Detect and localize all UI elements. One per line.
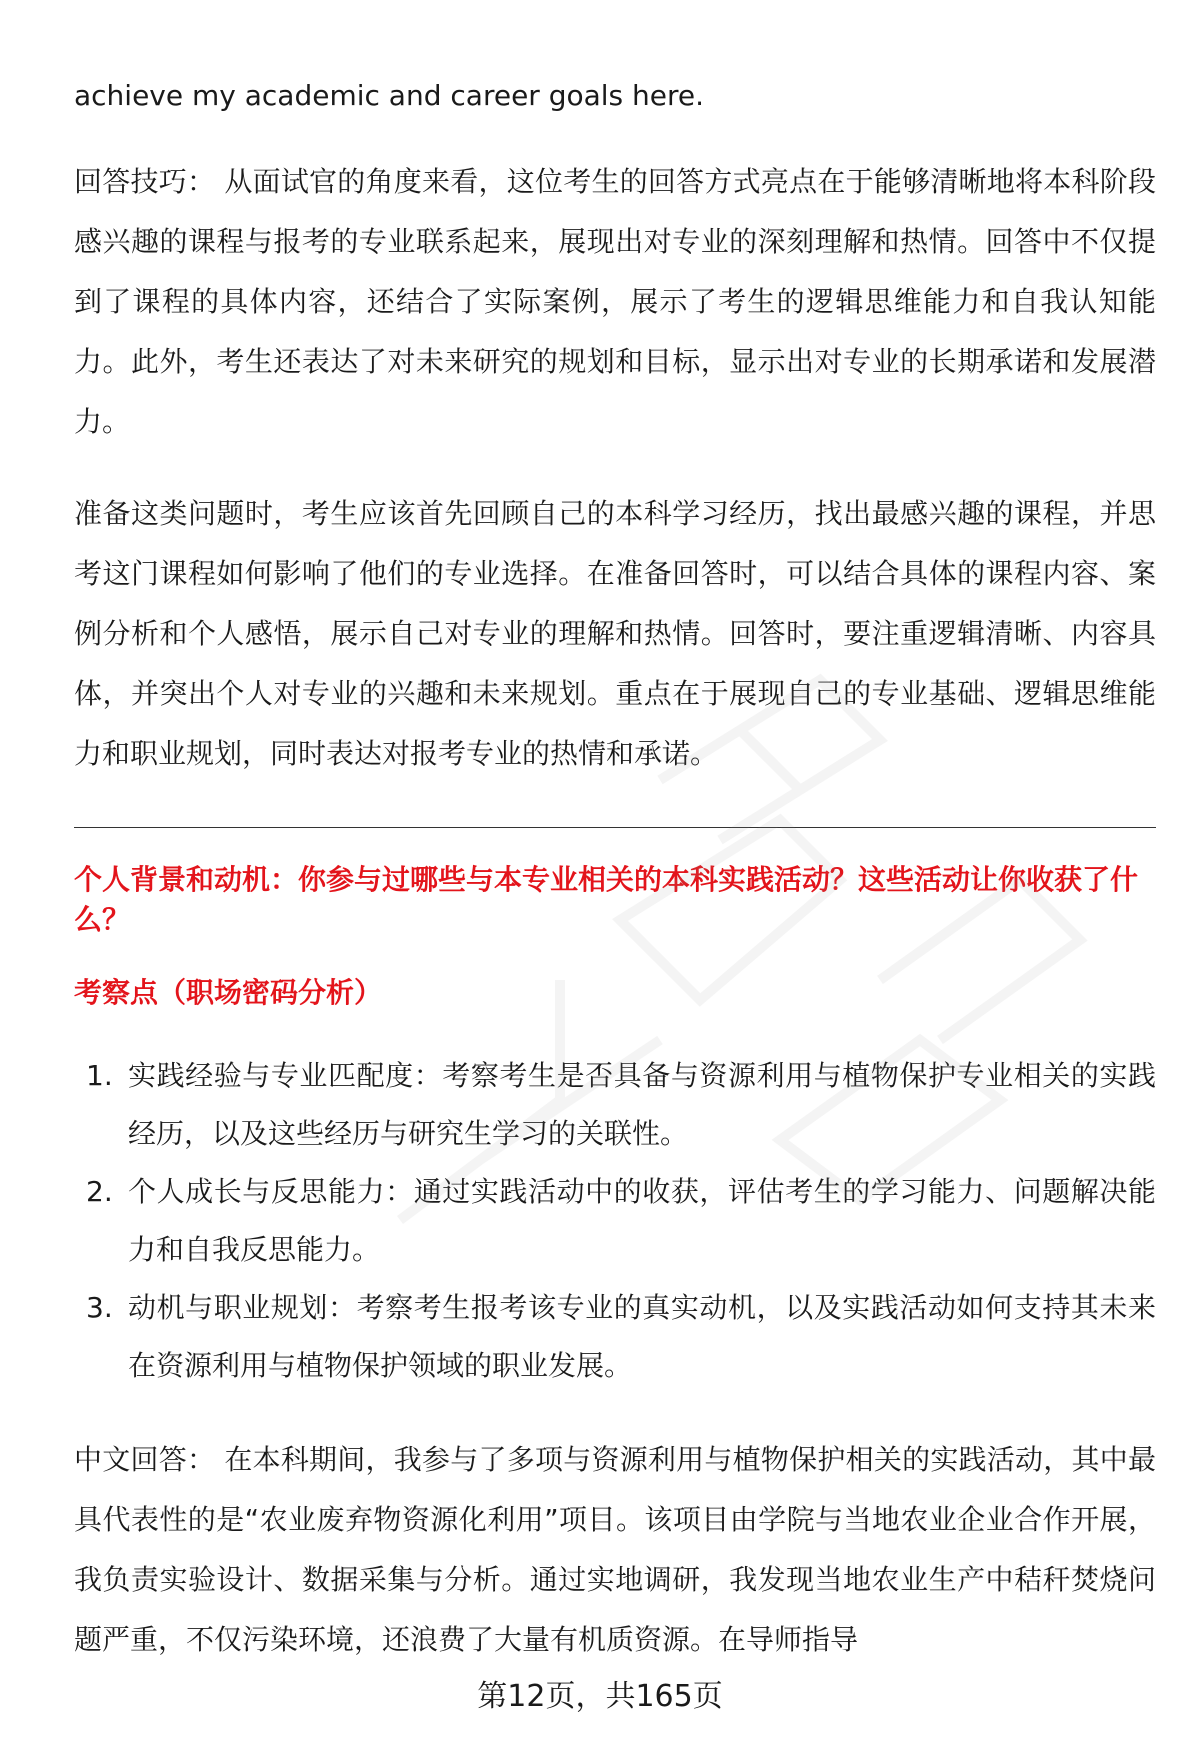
list-item-text: 个人成长与反思能力：通过实践活动中的收获，评估考生的学习能力、问题解决能力和自我反思能力。 — [128, 1175, 1156, 1266]
continued-text-line: achieve my academic and career goals here. — [74, 79, 705, 112]
answer-tips-paragraph: 回答技巧： 从面试官的角度来看，这位考生的回答方式亮点在于能够清晰地将本科阶段感兴趣的课程与报考的专业联系起来，展现出对专业的深刻理解和热情。回答中不仅提到了课程的具体内容，还结合了实际案例，展示了考生的逻辑思维能力和自我认知能力。此外，考生还表达了对未来研究的规划和目标，显示出对专业的长期承诺和发展潜力。 — [74, 165, 1156, 438]
page-number-footer: 第12页，共165页 — [477, 1679, 723, 1714]
chinese-answer-paragraph: 中文回答： 在本科期间，我参与了多项与资源利用与植物保护相关的实践活动，其中最具代表性的是“农业废弃物资源化利用”项目。该项目由学院与当地农业企业合作开展，我负责实验设计、数据采集与分析。通过实地调研，我发现当地农业生产中秸秆焚烧问题严重，不仅污染环境，还浪费了大量有机质资源。在导师指导 — [74, 1443, 1156, 1656]
list-item — [74, 1279, 1156, 1395]
list-item-text: 实践经验与专业匹配度：考察考生是否具备与资源利用与植物保护专业相关的实践经历，以及这些经历与研究生学习的关联性。 — [128, 1059, 1156, 1150]
preparation-advice-paragraph: 准备这类问题时，考生应该首先回顾自己的本科学习经历，找出最感兴趣的课程，并思考这门课程如何影响了他们的专业选择。在准备回答时，可以结合具体的课程内容、案例分析和个人感悟，展示自己对专业的理解和热情。回答时，要注重逻辑清晰、内容具体，并突出个人对专业的兴趣和未来规划。重点在于展现自己的专业基础、逻辑思维能力和职业规划，同时表达对报考专业的热情和承诺。 — [74, 497, 1156, 770]
exam-points-list — [74, 1047, 1156, 1395]
exam-points-heading: 考察点（职场密码分析） — [74, 976, 383, 1009]
list-item-number: 3. — [86, 1291, 113, 1324]
question-heading: 个人背景和动机：你参与过哪些与本专业相关的本科实践活动？这些活动让你收获了什么？ — [74, 863, 1139, 936]
list-item — [74, 1163, 1156, 1279]
list-item-number: 2. — [86, 1175, 113, 1208]
list-item-number: 1. — [86, 1059, 113, 1092]
section-divider — [74, 827, 1156, 828]
list-item — [74, 1047, 1156, 1163]
list-item-text: 动机与职业规划：考察考生报考该专业的真实动机，以及实践活动如何支持其未来在资源利用与植物保护领域的职业发展。 — [128, 1291, 1156, 1382]
